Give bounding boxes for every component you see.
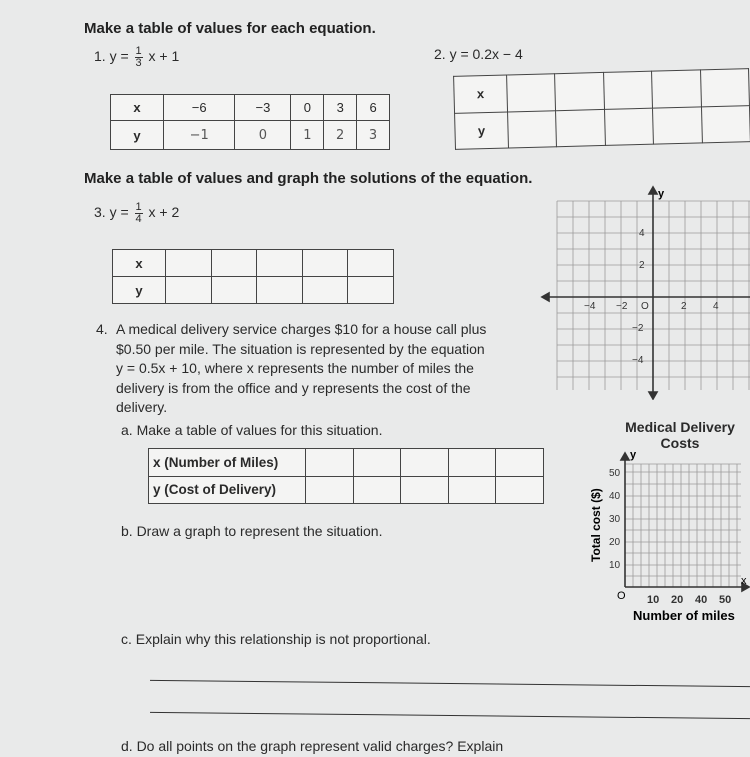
fraction-numerator: 1: [135, 45, 142, 57]
fraction-numerator: 1: [135, 201, 142, 213]
table4-y-cell[interactable]: [353, 476, 401, 504]
table4-y-cell[interactable]: [401, 476, 449, 504]
table4-y-cell[interactable]: [306, 476, 354, 504]
table1-x-cell[interactable]: −3: [235, 95, 291, 121]
grid-y-tick: 2: [639, 260, 645, 271]
part-b-text: b. Draw a graph to represent the situation.: [121, 523, 383, 539]
table2-y-cell[interactable]: [556, 109, 605, 147]
med-x-label: Number of miles: [633, 608, 735, 623]
medical-delivery-graph[interactable]: [585, 450, 750, 630]
med-x-axis-label: x: [741, 575, 747, 587]
problem1-rest: x + 1: [148, 48, 180, 65]
section2-heading: Make a table of values and graph the solutions of the equation.: [84, 170, 533, 187]
answer-line[interactable]: [150, 712, 750, 719]
table4-x-cell[interactable]: [496, 449, 544, 477]
part-a-text: a. Make a table of values for this situation.: [121, 422, 383, 438]
table3-x-header: x: [113, 250, 166, 277]
med-y-tick: 40: [609, 491, 621, 502]
table2-x-cell[interactable]: [652, 70, 701, 108]
med-y-tick: 30: [609, 514, 621, 525]
table4-y-cell[interactable]: [496, 476, 544, 504]
table2-x-cell[interactable]: [555, 72, 604, 110]
med-y-tick: 50: [609, 468, 621, 479]
grid-y-tick: −2: [632, 323, 644, 334]
problem4-number: 4.: [96, 321, 108, 337]
med-x-tick: 50: [719, 594, 732, 606]
table3-x-cell[interactable]: [211, 250, 257, 277]
section1-heading: Make a table of values for each equation.: [84, 20, 376, 37]
table3-y-cell[interactable]: [302, 277, 348, 304]
table4-x-cell[interactable]: [448, 449, 496, 477]
med-origin: O: [617, 590, 626, 602]
table4-y-header: y (Cost of Delivery): [149, 476, 306, 504]
med-graph-title-line2: Costs: [660, 435, 700, 451]
grid-x-tick: 2: [681, 301, 687, 312]
table1-y-cell[interactable]: 3: [357, 121, 390, 150]
table2: [453, 68, 750, 150]
grid-y-tick: −4: [632, 355, 644, 366]
part-d-text: d. Do all points on the graph represent valid charges? Explain: [121, 738, 504, 754]
table2-y-cell[interactable]: [604, 108, 653, 146]
table1-x-cell[interactable]: 3: [324, 95, 357, 121]
table1-x-header: x: [111, 95, 164, 121]
table1-x-cell[interactable]: −6: [164, 95, 235, 121]
table3-y-cell[interactable]: [211, 277, 257, 304]
fraction-denominator: 4: [135, 213, 142, 225]
table1-y-cell[interactable]: −1: [164, 121, 235, 150]
table4-x-cell[interactable]: [401, 449, 449, 477]
med-y-axis-label: y: [630, 450, 637, 461]
table3-y-header: y: [113, 277, 166, 304]
table1: [110, 94, 390, 150]
problem3-label: 3. y =: [94, 204, 129, 221]
table4: [148, 448, 544, 504]
grid-y-tick: 4: [639, 228, 645, 239]
table2-y-cell[interactable]: [653, 106, 702, 144]
problem4-line: delivery.: [116, 399, 168, 415]
table1-x-cell[interactable]: 6: [357, 95, 390, 121]
table1-y-cell[interactable]: 0: [235, 121, 291, 150]
answer-line[interactable]: [150, 680, 750, 687]
grid-x-tick: −4: [584, 301, 596, 312]
table2-x-header: x: [454, 75, 508, 113]
table3-x-cell[interactable]: [348, 250, 394, 277]
table3-x-cell[interactable]: [257, 250, 303, 277]
table4-y-cell[interactable]: [448, 476, 496, 504]
table3-x-cell[interactable]: [302, 250, 348, 277]
med-x-tick: 20: [671, 594, 684, 606]
table3: [112, 249, 394, 304]
problem1-label: 1. y =: [94, 48, 129, 65]
med-x-tick: 10: [647, 594, 660, 606]
grid-x-tick: 4: [713, 301, 719, 312]
table1-y-header: y: [111, 121, 164, 150]
table2-y-cell[interactable]: [508, 110, 557, 148]
med-y-label: Total cost ($): [589, 488, 603, 562]
problem1-equation: [94, 46, 179, 69]
fraction: [135, 202, 143, 225]
med-y-tick: 20: [609, 537, 621, 548]
problem4-text: [116, 320, 536, 418]
table3-y-cell[interactable]: [348, 277, 394, 304]
med-graph-title-line1: Medical Delivery: [625, 419, 735, 435]
table3-y-cell[interactable]: [166, 277, 212, 304]
table2-x-cell[interactable]: [507, 74, 556, 112]
table4-x-cell[interactable]: [353, 449, 401, 477]
table3-x-cell[interactable]: [166, 250, 212, 277]
table3-y-cell[interactable]: [257, 277, 303, 304]
med-x-tick: 40: [695, 594, 708, 606]
problem2-equation: 2. y = 0.2x − 4: [434, 46, 523, 62]
table2-y-header: y: [455, 111, 509, 149]
fraction-denominator: 3: [135, 57, 142, 69]
grid-x-tick: −2: [616, 301, 628, 312]
grid-origin: O: [641, 301, 649, 312]
problem4-line: delivery is from the office and y represents the cost of the: [116, 379, 471, 396]
table4-x-header: x (Number of Miles): [149, 449, 306, 477]
problem4-line: $0.50 per mile. The situation is represented by the equation: [116, 340, 485, 357]
problem3-equation: [94, 202, 179, 225]
coordinate-grid[interactable]: [540, 185, 750, 400]
problem4-line: A medical delivery service charges $10 for a house call plus: [116, 321, 487, 337]
table2-x-cell[interactable]: [603, 71, 652, 109]
table2-x-cell[interactable]: [700, 69, 749, 107]
table1-y-cell[interactable]: 2: [324, 121, 357, 150]
med-graph-title: [610, 419, 750, 451]
fraction: [135, 46, 143, 69]
table4-x-cell[interactable]: [306, 449, 354, 477]
problem3-rest: x + 2: [148, 204, 180, 221]
med-y-tick: 10: [609, 560, 621, 571]
table1-y-cell[interactable]: 1: [291, 121, 324, 150]
table1-x-cell[interactable]: 0: [291, 95, 324, 121]
grid-y-axis-label: y: [658, 188, 665, 200]
table2-y-cell[interactable]: [701, 105, 750, 143]
part-c-text: c. Explain why this relationship is not proportional.: [121, 631, 431, 647]
problem4-line: y = 0.5x + 10, where x represents the number of miles the: [116, 360, 474, 376]
